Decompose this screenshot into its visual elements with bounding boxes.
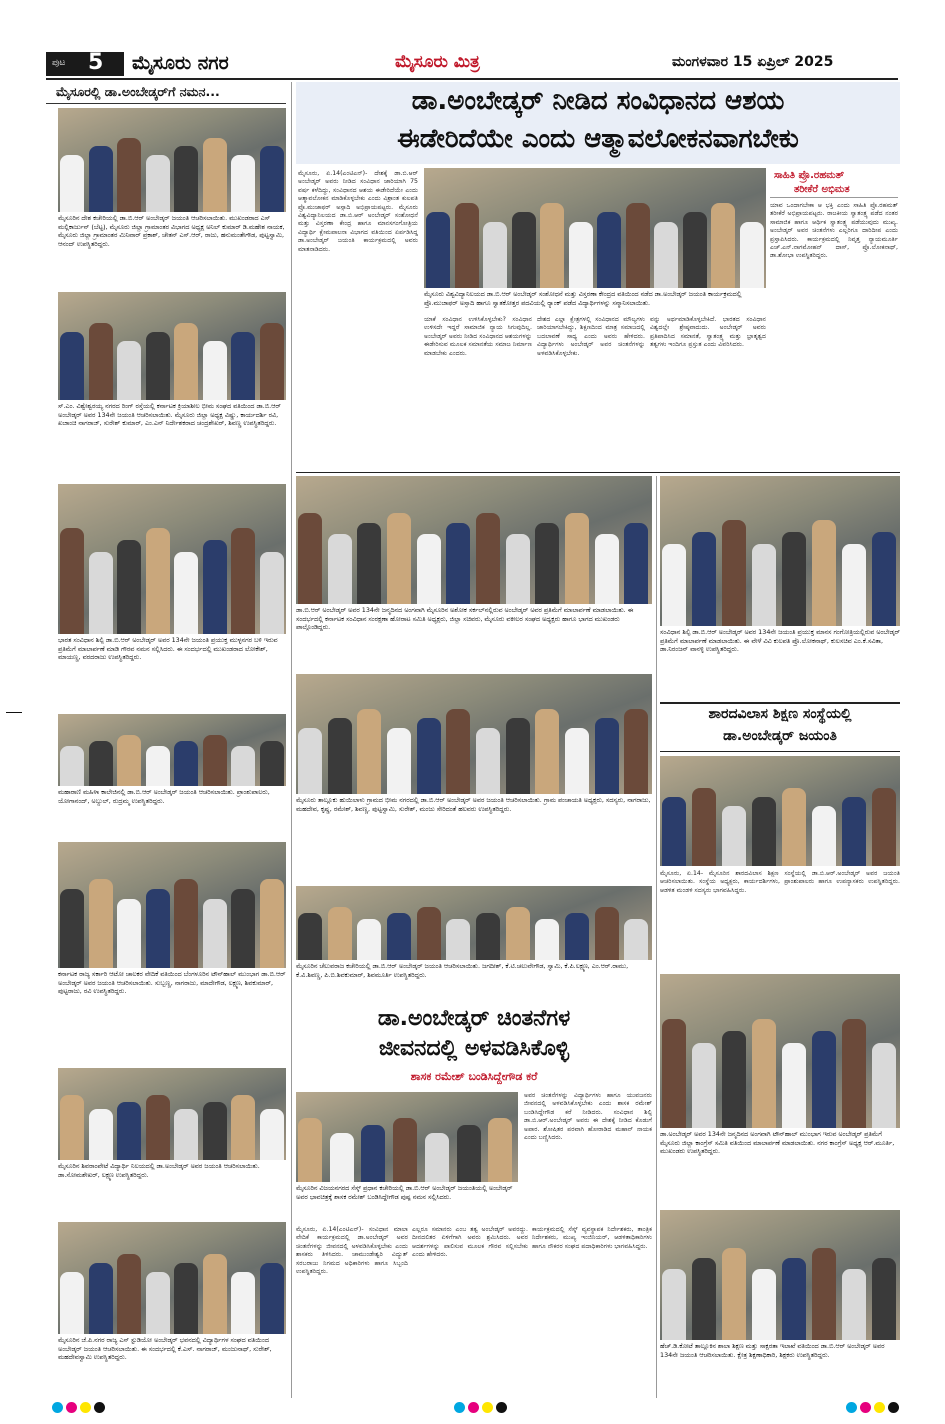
sharada-heading-1: ಶಾರದವಿಲಾಸ ಶಿಕ್ಷಣ ಸಂಸ್ಥೆಯಲ್ಲಿ	[708, 706, 852, 722]
photo-figure	[476, 913, 500, 960]
lead-photo-caption: ಮೈಸೂರು ವಿಶ್ವವಿದ್ಯಾನಿಲಯದ ಡಾ.ಬಿ.ಆರ್ ಅಂಬೇಡ್ಕರ್ ಸಂಶೋಧನೆ ಮತ್ತು ವಿಸ್ತರಣಾ ಕೇಂದ್ರದ ವತಿಯಿಂದ ನಡೆದ ಡಾ.ಅಂಬೇಡ್ಕರ್ ಜಯಂತಿ ಕಾರ್ಯಕ್ರಮದಲ್ಲಿ ಪ್ರೊ.ಮುಜಾಫರ್ ಅಸ್ಸಾದಿ ಹಾಗೂ ಸ್ವಾತಕೋತ್ತರ ಪದವಿಯಲ್ಲಿ ರ‍್ಯಾಂಕ್ ಪಡೆದ ವಿದ್ಯಾರ್ಥಿಗಳನ್ನು ಸನ್ಮಾನಿಸಲಾಯಿತು.	[424, 290, 742, 307]
photo-figure	[174, 323, 198, 400]
caption-left-7: ಮೈಸೂರಿನ ಜೆ.ಪಿ.ನಗರ ರಾಜ್ಯ ಎಸ್ ಸ್ಟುಡಿಯೋ ಅಂಬೇಡ್ಕರ್ ಭವನದಲ್ಲಿ ವಿದ್ಯಾರ್ಥಿಗಳ ಸಂಘದ ವತಿಯಿಂದ ಅಂಬೇಡ್ಕರ್ ಜಯಂತಿ ಆಚರಿಸಲಾಯಿತು. ಈ ಸಂದರ್ಭದಲ್ಲಿ ಕೆ.ಎಸ್. ನಾಗರಾಜ್, ಮಂಜುನಾಥ್, ಸುರೇಶ್, ಮಹದೇವಸ್ವಾಮಿ ಉಪಸ್ಥಿತರಿದ್ದರು.	[58, 1336, 272, 1362]
sidebar-body: ಯಾವ ಒಂದಾಗಬೇಕಾ ಆ ಭಕ್ತಿ ಎಂದು ಸಾಹಿತಿ ಪ್ರೊ.ರಹಮತ್ ತರೀಕೆರೆ ಅಭಿಪ್ರಾಯಪಟ್ಟರು. ರಾಜಕೀಯ ಸ್ವಾತಂತ್ರ್ಯ ಪಡೆದ ನಂತರ ಸಾಮಾಜಿಕ ಹಾಗೂ ಆರ್ಥಿಕ ಸ್ವಾತಂತ್ರ್ಯ ಪಡೆಯುವುದು ಮುಖ್ಯ. ಅಂಬೇಡ್ಕರ್ ಅವರ ಚಿಂತನೆಗಳು ಎಲ್ಲರಿಗೂ ದಾರಿದೀಪ ಎಂದು ಪ್ರಸ್ತಾಪಿಸಿದರು. ಕಾರ್ಯಕ್ರಮದಲ್ಲಿ ನಿವೃತ್ತ ನ್ಯಾಯಮೂರ್ತಿ ಎಚ್.ಎನ್.ನಾಗಮೋಹನ್ ದಾಸ್, ಪ್ರೊ.ಲೋಕನಾಥ್, ಡಾ.ಶೋಭಾ ಉಪಸ್ಥಿತರಿದ್ದರು.	[770, 202, 898, 260]
photo-figure	[624, 709, 648, 794]
photo-figure	[203, 735, 227, 786]
photo-figure	[146, 1095, 170, 1160]
photo-figure	[872, 532, 896, 627]
caption-statue-group: ಡಾ.ಬಿ.ಆರ್ ಅಂಬೇಡ್ಕರ್ ಅವರ 134ನೇ ಜನ್ಮದಿನದ ಅಂಗವಾಗಿ ಮೈಸೂರಿನ ಅಶೋಕ ಸರ್ಕಲ್‌ನಲ್ಲಿರುವ ಅಂಬೇಡ್ಕರ್ ಅವರ ಪ್ರತಿಮೆಗೆ ಮಾಲಾರ್ಪಣೆ ಮಾಡಲಾಯಿತು. ಈ ಸಂದರ್ಭದಲ್ಲಿ ಕರ್ನಾಟಕ ಸಂವಿಧಾನ ಸಂರಕ್ಷಣಾ ಹೋರಾಟ ಸಮಿತಿ ಅಧ್ಯಕ್ಷರು, ಜಿಲ್ಲಾ ಸಚಿವರು, ಮೈಸೂರು ವಕೀಲರ ಸಂಘದ ಅಧ್ಯಕ್ಷರು ಹಾಗೂ ಭಾಗದ ಮುಖಂಡರು ಪಾಲ್ಗೊಂಡಿದ್ದರು.	[296, 606, 634, 632]
photo-left-1	[58, 108, 286, 212]
second-body-2: ಮೈಸೂರು, ಏ.14(ಎಂಟಿಎನ್)- ಸಂವಿಧಾನ ಮಾಲಾ ವೇದಿಕೆ ಕಾರ್ಯಕ್ರಮದಲ್ಲಿ ಡಾ.ಅಂಬೇಡ್ಕರ್ ಅವರ ಚಿಂತನೆಗಳನ್ನು ಜೀವನದಲ್ಲಿ ಅಳವಡಿಸಿಕೊಳ್ಳಬೇಕು ಎಂದು ಶಾಸಕರು ತಿಳಿಸಿದರು. ಚಾಮುಂಡೇಶ್ವರಿ ವಿದ್ಯುತ್ ಸರಬರಾಜು ನಿಗಮದ ಅಧಿಕಾರಿಗಳು ಹಾಗೂ ಸಿಬ್ಬಂದಿ ಉಪಸ್ಥಿತರಿದ್ದರು.	[296, 1226, 408, 1276]
photo-figure	[328, 907, 352, 960]
date-line: ಮಂಗಳವಾರ 15 ಏಪ್ರಿಲ್ 2025	[672, 54, 834, 70]
caption-hd-kote: ಹೆಚ್.ಡಿ.ಕೋಟೆ ತಾಲ್ಲೂಕಿನ ಶಾಲಾ ಶಿಕ್ಷಣ ಮತ್ತು ಸಾಕ್ಷರತಾ ಇಲಾಖೆ ವತಿಯಿಂದ ಡಾ.ಬಿ.ಆರ್ ಅಂಬೇಡ್ಕರ್ ಅವರ 134ನೇ ಜಯಂತಿ ಆಚರಿಸಲಾಯಿತು. ಕ್ಷೇತ್ರ ಶಿಕ್ಷಣಾಧಿಕಾರಿ, ಶಿಕ್ಷಕರು ಉಪಸ್ಥಿತರಿದ್ದರು.	[660, 1342, 885, 1359]
photo-figure	[569, 222, 593, 288]
lead-bottom-rule	[296, 472, 900, 473]
caption-townhall: ಡಾ.ಅಂಬೇಡ್ಕರ್ ಅವರ 134ನೇ ಜನ್ಮದಿನದ ಅಂಗವಾಗಿ ಟೌನ್‌ಹಾಲ್ ಮುಂಭಾಗ ಇರುವ ಅಂಬೇಡ್ಕರ್ ಪ್ರತಿಮೆಗೆ ಮೈಸೂರು ಜಿಲ್ಲಾ ಕಾಂಗ್ರೆಸ್ ಸಮಿತಿ ವತಿಯಿಂದ ಮಾಲಾರ್ಪಣೆ ಮಾಡಲಾಯಿತು. ನಗರ ಕಾಂಗ್ರೆಸ್ ಅಧ್ಯಕ್ಷ ಆರ್.ಮೂರ್ತಿ, ಮುಖಂಡರು ಉಪಸ್ಥಿತರಿದ್ದರು.	[660, 1130, 895, 1156]
photo-figure	[662, 1019, 686, 1128]
photo-figure	[752, 797, 776, 866]
photo-figure	[117, 341, 141, 400]
photo-figure	[393, 1118, 417, 1182]
registration-dot-cyan-2	[454, 1402, 465, 1413]
caption-left-1: ಮೈಸೂರಿನ ದೇಶ ಕಚೇರಿಯಲ್ಲಿ ಡಾ.ಬಿ.ಆರ್ ಅಂಬೇಡ್ಕರ್ ಜಯಂತಿ ಆಚರಿಸಲಾಯಿತು. ಮುಖಂಡರಾದ ಎಸ್ ಮಲ್ಲಿಕಾರ್ಜುನ್ (ಬೆಟ್ಟ), ಮೈಸೂರು ಜಿಲ್ಲಾ ಗ್ರಾಮಾಂತರ ವಿಭಾಗದ ಅಧ್ಯಕ್ಷ ಅನಿಲ್ ಕುಮಾರ್ ಡಿ.ಮಹೇಶ ನಾಯಕ, ಮೈಸೂರು ಜಿಲ್ಲಾ ಗ್ರಾಮಾಂತರ ಮಿನಿವಾರ್ ಪ್ರಕಾಶ್, ಚೇತನ್ ಎಸ್.ಆರ್, ರಾಜು, ಹನುಮಂತೇಗೌಡ, ಪುಟ್ಟಸ್ವಾಮಿ, ಆನಂದ್ ಉಪಸ್ಥಿತರಿದ್ದರು.	[58, 214, 285, 248]
photo-figure	[872, 1043, 896, 1128]
registration-dot-cyan	[52, 1402, 63, 1413]
sidebar-tag-1: ಸಾಹಿತಿ ಪ್ರೊ.ರಹಮತ್	[774, 170, 845, 181]
photo-figure	[842, 1269, 866, 1341]
photo-figure	[203, 341, 227, 400]
registration-dot-yellow-3	[874, 1402, 885, 1413]
photo-figure	[624, 523, 648, 604]
crop-mark-left	[6, 712, 22, 713]
photo-figure	[872, 788, 896, 866]
photo-hd-kote	[660, 1210, 900, 1340]
photo-figure	[782, 788, 806, 866]
lead-body-3: ವನ್ನು ಅರ್ಥಮಾಡಿಕೊಳ್ಳಬೇಕಿದೆ. ಭಾರತದ ಸಂವಿಧಾನ ವಿಶ್ವದಲ್ಲೇ ಶ್ರೇಷ್ಠವಾದುದು. ಅಂಬೇಡ್ಕರ್ ಅವರು ಪ್ರತಿಪಾದಿಸಿದ ಸಮಾನತೆ, ಸ್ವಾತಂತ್ರ್ಯ ಮತ್ತು ಭ್ರಾತೃತ್ವದ ತತ್ವಗಳು ಇಂದಿಗೂ ಪ್ರಸ್ತುತ ಎಂದು ವಿವರಿಸಿದರು.	[650, 316, 766, 349]
photo-figure	[812, 520, 836, 627]
caption-right-statue: ಸಂವಿಧಾನ ಶಿಲ್ಪಿ ಡಾ.ಬಿ.ಆರ್ ಅಂಬೇಡ್ಕರ್ ಅವರ 134ನೇ ಜಯಂತಿ ಪ್ರಯುಕ್ತ ಮಾನಸ ಗಂಗೋತ್ರಿಯಲ್ಲಿರುವ ಅಂಬೇಡ್ಕರ್ ಪ್ರತಿಮೆಗೆ ಮಾಲಾರ್ಪಣೆ ಮಾಡಲಾಯಿತು. ಈ ವೇಳೆ ವಿವಿ ಕುಲಪತಿ ಪ್ರೊ.ಲೋಕನಾಥ್, ಕುಲಸಚಿವ ಎಂ.ಕೆ.ಸವಿತಾ, ಡಾ.ನಿರಂಜನ್ ವಾನಳ್ಳಿ ಉಪಸ್ಥಿತರಿದ್ದರು.	[660, 628, 900, 654]
photo-figure	[692, 532, 716, 627]
caption-left-2: ಸ್.ಎಂ. ವಿಶ್ವೇಶ್ವರಯ್ಯ ನಗರದ ರಿಂಗ್ ರಸ್ತೆಯಲ್ಲಿ ಕರ್ನಾಟಕ ಕ್ರಿಯಾಶೀಲ ಭೀಮ ಸಂಘದ ವತಿಯಿಂದ ಡಾ.ಬಿ.ಆರ್ ಅಂಬೇಡ್ಕರ್ ಅವರ 134ನೇ ಜಯಂತಿ ಆಚರಿಸಲಾಯಿತು. ಮೈಸೂರು ಜಿಲ್ಲಾ ಅಧ್ಯಕ್ಷ ವಿಷ್ಣು, ಕಾರ್ಯದರ್ಶಿ ರವಿ, ಖಜಾಂಚಿ ನಾಗರಾಜ್, ಸುರೇಶ್ ಕುಮಾರ್, ಎಂ.ಎನ್ ನಿರ್ದೇಶಕರಾದ ಚಂದ್ರಶೇಖರ್, ಶಿವಣ್ಣ ಉಪಸ್ಥಿತರಿದ್ದರು.	[58, 402, 281, 428]
photo-figure	[89, 323, 113, 400]
photo-figure	[174, 879, 198, 968]
photo-figure	[298, 728, 322, 794]
photo-figure	[260, 1109, 284, 1160]
photo-figure	[417, 534, 441, 604]
photo-figure	[203, 1102, 227, 1160]
photo-figure	[231, 155, 255, 212]
photo-figure	[595, 718, 619, 794]
photo-figure	[535, 919, 559, 960]
photo-figure	[387, 513, 411, 604]
photo-figure	[488, 1118, 512, 1182]
photo-taluk-group	[296, 674, 652, 794]
column-divider-1	[291, 82, 292, 1398]
photo-figure	[231, 1272, 255, 1334]
photo-figure	[417, 907, 441, 960]
photo-figure	[60, 332, 84, 400]
second-headline-1: ಡಾ.ಅಂಬೇಡ್ಕರ್ ಚಿಂತನೆಗಳ	[377, 1006, 571, 1031]
caption-office-group: ಮೈಸೂರಿನ ಚೆಲುವರಾಜ ಕಚೇರಿಯಲ್ಲಿ ಡಾ.ಬಿ.ಆರ್ ಅಂಬೇಡ್ಕರ್ ಜಯಂತಿ ಆಚರಿಸಲಾಯಿತು. ಜಗದೀಶ್, ಕೆ.ಟಿ.ಚಲುವೇಗೌಡ, ಸ್ವಾಮಿ, ಕೆ.ಪಿ.ಲಕ್ಷ್ಮಣ, ಎಂ.ಆರ್.ರಾಮು, ಕೆ.ವಿ.ಶಿವಣ್ಣ, ಪಿ.ಬಿ.ಶಿವಕುಮಾರ್, ಶಿವಮೂರ್ತಿ ಉಪಸ್ಥಿತರಿದ್ದರು.	[296, 962, 629, 979]
photo-figure	[117, 1102, 141, 1160]
photo-figure	[89, 741, 113, 786]
photo-figure	[512, 212, 536, 288]
photo-figure	[812, 806, 836, 867]
photo-figure	[387, 913, 411, 960]
photo-figure	[842, 544, 866, 627]
lead-headline-1: ಡಾ.ಅಂಬೇಡ್ಕರ್ ನೀಡಿದ ಸಂವಿಧಾನದ ಆಶಯ	[411, 86, 785, 116]
photo-figure	[203, 138, 227, 212]
photo-left-5	[58, 842, 286, 968]
left-heading: ಮೈಸೂರಲ್ಲಿ ಡಾ.ಅಂಬೇಡ್ಕರ್‌ಗೆ ನಮನ...	[56, 84, 220, 99]
photo-figure	[446, 523, 470, 604]
lead-photo	[424, 168, 766, 288]
photo-figure	[60, 155, 84, 212]
sidebar-tag-2: ತರೀಕೆರೆ ಅಭಿಮತ	[794, 184, 850, 195]
photo-figure	[146, 332, 170, 400]
photo-figure	[328, 718, 352, 794]
lead-body-1: ಯಾಕೆ ಸಂವಿಧಾನ ಉಳಿಸಿಕೊಳ್ಳಬೇಕು? ಸಂವಿಧಾನ ಉಳಿಸದೇ ಇದ್ದರೆ ಸಾಮಾಜಿಕ ನ್ಯಾಯ ಸಿಗುವುದಿಲ್ಲ. ಅಂಬೇಡ್ಕರ್ ಅವರು ನೀಡಿದ ಸಂವಿಧಾನದ ಆಶಯಗಳನ್ನು ಈಡೇರಿಸುವ ಮೂಲಕ ಸಮಾನತೆಯ ಸಮಾಜ ನಿರ್ಮಾಣ ಮಾಡಬೇಕು ಎಂದರು.	[424, 316, 532, 357]
photo-figure	[60, 889, 84, 968]
photo-figure	[782, 1043, 806, 1128]
photo-office-group	[296, 886, 652, 960]
photo-figure	[231, 746, 255, 786]
masthead: ಮೈಸೂರು ಮಿತ್ರ	[395, 52, 480, 72]
photo-figure	[872, 1258, 896, 1340]
photo-figure	[842, 797, 866, 866]
photo-figure	[298, 913, 322, 960]
photo-figure	[624, 919, 648, 960]
photo-figure	[174, 741, 198, 786]
second-body: ಅವರ ಚಿಂತನೆಗಳನ್ನು ವಿದ್ಯಾರ್ಥಿಗಳು ಹಾಗೂ ಯುವಜನರು ಜೀವನದಲ್ಲಿ ಅಳವಡಿಸಿಕೊಳ್ಳಬೇಕು ಎಂದು ಶಾಸಕ ರಮೇಶ್ ಬಂಡಿಸಿದ್ದೇಗೌಡ ಕರೆ ನೀಡಿದರು. ಸಂವಿಧಾನ ಶಿಲ್ಪಿ ಡಾ.ಬಿ.ಆರ್.ಅಂಬೇಡ್ಕರ್ ಅವರು ಈ ದೇಶಕ್ಕೆ ನೀಡಿದ ಕೊಡುಗೆ ಅಪಾರ. ಶೋಷಿತರ ಪರವಾಗಿ ಹೋರಾಡಿದ ಮಹಾನ್ ನಾಯಕ ಎಂದು ಬಣ್ಣಿಸಿದರು.	[524, 1092, 652, 1142]
lead-body-2: ದೇಶದ ಎಲ್ಲಾ ಕ್ಷೇತ್ರಗಳಲ್ಲಿ ಸಂವಿಧಾನದ ಮೌಲ್ಯಗಳು ಜಾರಿಯಾಗಬೇಕಿದ್ದು, ಶಿಕ್ಷಣದಿಂದ ಮಾತ್ರ ಸಮಾಜದಲ್ಲಿ ಬದಲಾವಣೆ ಸಾಧ್ಯ ಎಂದು ಅವರು ಹೇಳಿದರು. ವಿದ್ಯಾರ್ಥಿಗಳು ಅಂಬೇಡ್ಕರ್ ಅವರ ಚಿಂತನೆಗಳನ್ನು ಅಳವಡಿಸಿಕೊಳ್ಳಬೇಕು.	[537, 316, 645, 357]
photo-figure	[722, 520, 746, 627]
photo-figure	[298, 1118, 322, 1182]
photo-left-3	[58, 484, 286, 634]
photo-figure	[626, 203, 650, 288]
photo-figure	[535, 523, 559, 604]
photo-figure	[535, 709, 559, 794]
sharada-heading-2: ಡಾ.ಅಂಬೇಡ್ಕರ್ ಜಯಂತಿ	[723, 728, 837, 744]
photo-figure	[260, 323, 284, 400]
registration-dot-magenta-3	[860, 1402, 871, 1413]
photo-figure	[231, 332, 255, 400]
registration-dot-black-2	[496, 1402, 507, 1413]
registration-dot-magenta-2	[468, 1402, 479, 1413]
caption-left-3: ಭಾರತ ಸಂವಿಧಾನ ಶಿಲ್ಪಿ ಡಾ.ಬಿ.ಆರ್ ಅಂಬೇಡ್ಕರ್ ಅವರ 134ನೇ ಜಯಂತಿ ಪ್ರಯುಕ್ತ ಮುಳ್ಳನಗರ ಬಳಿ ಇರುವ ಪ್ರತಿಮೆಗೆ ಮಾಲಾರ್ಪಣೆ ಮಾಡಿ ಗೌರವ ನಮನ ಸಲ್ಲಿಸಿದರು. ಈ ಸಂದರ್ಭದಲ್ಲಿ ಮುಖಂಡರಾದ ಲೋಕೇಶ್, ಮಾಯಣ್ಣ, ವರದರಾಜು ಉಪಸ್ಥಿತರಿದ್ದರು.	[58, 636, 278, 662]
registration-dot-yellow-2	[482, 1402, 493, 1413]
photo-figure	[146, 528, 170, 635]
photo-figure	[60, 1272, 84, 1334]
photo-left-2	[58, 292, 286, 400]
photo-figure	[425, 1133, 449, 1183]
photo-figure	[506, 534, 530, 604]
photo-figure	[203, 1254, 227, 1334]
photo-figure	[260, 552, 284, 635]
photo-cesc-office	[296, 1092, 518, 1182]
photo-figure	[260, 146, 284, 212]
page-label: ಪುಟ	[52, 58, 66, 68]
photo-figure	[117, 1254, 141, 1334]
photo-figure	[446, 709, 470, 794]
photo-figure	[426, 212, 450, 288]
photo-figure	[60, 528, 84, 635]
photo-figure	[146, 889, 170, 968]
photo-figure	[446, 919, 470, 960]
photo-figure	[328, 534, 352, 604]
photo-figure	[842, 1019, 866, 1128]
photo-figure	[60, 746, 84, 786]
photo-figure	[752, 1019, 776, 1128]
photo-figure	[357, 523, 381, 604]
photo-right-statue	[660, 476, 900, 626]
photo-figure	[330, 1133, 354, 1183]
registration-dot-cyan-3	[846, 1402, 857, 1413]
photo-figure	[483, 222, 507, 288]
caption-left-5: ಕರ್ನಾಟಕ ರಾಜ್ಯ ಸರ್ಕಾರಿ ಆಟೋ ಚಾಲಕರ ವೇದಿಕೆ ವತಿಯಿಂದ ಬೆಂಗಳೂರಿನ ಟೌನ್‌ಹಾಲ್ ಮುಂಭಾಗ ಡಾ.ಬಿ.ಆರ್ ಅಂಬೇಡ್ಕರ್ ಅವರ ಜಯಂತಿ ಆಚರಿಸಲಾಯಿತು. ಸುಬ್ಬಣ್ಣ, ನಾಗರಾಜು, ಮಾದೇಗೌಡ, ಲಕ್ಷ್ಮಣ, ಶಿವಕುಮಾರ್, ಪುಟ್ಟರಾಜು, ರವಿ ಉಪಸ್ಥಿತರಿದ್ದರು.	[58, 970, 286, 996]
photo-figure	[387, 728, 411, 794]
photo-figure	[174, 1109, 198, 1160]
photo-figure	[231, 889, 255, 968]
photo-figure	[476, 728, 500, 794]
photo-figure	[692, 1258, 716, 1340]
registration-dot-black	[94, 1402, 105, 1413]
photo-figure	[89, 879, 113, 968]
photo-figure	[361, 1125, 385, 1182]
photo-figure	[506, 907, 530, 960]
photo-figure	[692, 1043, 716, 1128]
photo-sharada	[660, 756, 900, 866]
photo-left-4	[58, 714, 286, 786]
photo-figure	[662, 1269, 686, 1341]
lead-headline-2: ಈಡೇರಿದೆಯೇ ಎಂದು ಆತ್ಮಾವಲೋಕನವಾಗಬೇಕು	[397, 124, 799, 154]
second-body-3: ಎಲ್ಲರೂ ಸಮಾನರು ಎಂಬ ತತ್ವ ಅಂಬೇಡ್ಕರ್ ಅವರದ್ದು. ದೀನದಲಿತರ ಏಳಿಗೆಗಾಗಿ ಅವರು ಶ್ರಮಿಸಿದರು. ಅವರ ಆದರ್ಶಗಳನ್ನು ಪಾಲಿಸುವ ಮೂಲಕ ಗೌರವ ಸಲ್ಲಿಸಬೇಕು ಎಂದು ಹೇಳಿದರು.	[412, 1226, 528, 1259]
photo-figure	[146, 155, 170, 212]
second-headline-2: ಜೀವನದಲ್ಲಿ ಅಳವಡಿಸಿಕೊಳ್ಳಿ	[378, 1036, 570, 1061]
photo-figure	[711, 203, 735, 288]
page-number: 5	[88, 50, 104, 75]
photo-figure	[231, 528, 255, 635]
photo-figure	[597, 212, 621, 288]
photo-figure	[60, 1095, 84, 1160]
sharada-body: ಮೈಸೂರು, ಏ.14- ಮೈಸೂರಿನ ಶಾರದವಿಲಾಸ ಶಿಕ್ಷಣ ಸಂಸ್ಥೆಯಲ್ಲಿ ಡಾ.ಬಿ.ಆರ್.ಅಂಬೇಡ್ಕರ್ ಅವರ ಜಯಂತಿ ಆಚರಿಸಲಾಯಿತು. ಸಂಸ್ಥೆಯ ಅಧ್ಯಕ್ಷರು, ಕಾರ್ಯದರ್ಶಿಗಳು, ಪ್ರಾಂಶುಪಾಲರು ಹಾಗೂ ಉಪನ್ಯಾಸಕರು ಉಪಸ್ಥಿತರಿದ್ದರು. ಆಡಳಿತ ಮಂಡಳಿ ಸದಸ್ಯರು ಭಾಗವಹಿಸಿದ್ದರು.	[660, 870, 900, 894]
photo-figure	[203, 899, 227, 968]
photo-figure	[595, 907, 619, 960]
photo-figure	[752, 544, 776, 627]
photo-figure	[357, 709, 381, 794]
photo-figure	[89, 1263, 113, 1334]
photo-townhall	[660, 974, 900, 1128]
lead-dateline: ಮೈಸೂರು, ಏ.14(ಎಂಟಿಎನ್)- ದೇಶಕ್ಕೆ ಡಾ.ಬಿ.ಆರ್ ಅಂಬೇಡ್ಕರ್ ಅವರು ನೀಡಿದ ಸಂವಿಧಾನ ಜಾರಿಯಾಗಿ 75 ವರ್ಷ ಕಳೆದಿದ್ದು, ಸಂವಿಧಾನದ ಆಶಯ ಈಡೇರಿದೆಯೇ ಎಂದು ಆತ್ಮಾವಲೋಕನ ಮಾಡಿಕೊಳ್ಳಬೇಕು ಎಂದು ವಿಶ್ರಾಂತ ಕುಲಪತಿ ಪ್ರೊ.ಮುಜಾಫರ್ ಅಸ್ಸಾದಿ ಅಭಿಪ್ರಾಯಪಟ್ಟರು. ಮೈಸೂರು ವಿಶ್ವವಿದ್ಯಾನಿಲಯದ ಡಾ.ಬಿ.ಆರ್ ಅಂಬೇಡ್ಕರ್ ಸಂಶೋಧನೆ ಮತ್ತು ವಿಸ್ತರಣಾ ಕೇಂದ್ರ ಹಾಗೂ ಮಾನಸಗಂಗೋತ್ರಿಯ ವಿದ್ಯಾರ್ಥಿ ಕ್ಷೇಮಪಾಲನಾ ವಿಭಾಗದ ವತಿಯಿಂದ ಏರ್ಪಡಿಸಿದ್ದ ಡಾ.ಅಂಬೇಡ್ಕರ್ ಜಯಂತಿ ಕಾರ್ಯಕ್ರಮದಲ್ಲಿ ಅವರು ಮಾತನಾಡಿದರು.	[298, 170, 418, 253]
photo-figure	[357, 919, 381, 960]
photo-figure	[117, 138, 141, 212]
photo-figure	[722, 806, 746, 867]
registration-dot-magenta	[66, 1402, 77, 1413]
photo-figure	[203, 540, 227, 635]
photo-figure	[565, 728, 589, 794]
photo-figure	[740, 222, 764, 288]
photo-figure	[595, 534, 619, 604]
photo-figure	[174, 552, 198, 635]
photo-figure	[565, 513, 589, 604]
section-title: ಮೈಸೂರು ನಗರ	[132, 52, 229, 74]
caption-left-4: ಮಹಾರಾಣಿ ಮಹಿಳಾ ಕಾಲೇಜಿನಲ್ಲಿ ಡಾ.ಬಿ.ಆರ್ ಅಂಬೇಡ್ಕರ್ ಜಯಂತಿ ಆಚರಿಸಲಾಯಿತು. ಪ್ರಾಂಶುಪಾಲರು, ಯೋಗಾನಂದ್, ಅಬ್ದುಲ್, ರುದ್ರಮ್ಮ ಉಪಸ್ಥಿತರಿದ್ದರು.	[58, 788, 270, 805]
photo-figure	[174, 1263, 198, 1334]
photo-statue-group	[296, 476, 652, 604]
photo-figure	[782, 532, 806, 627]
registration-dot-black-3	[888, 1402, 899, 1413]
photo-figure	[812, 1031, 836, 1128]
photo-figure	[476, 513, 500, 604]
photo-left-7	[58, 1222, 286, 1334]
photo-figure	[298, 513, 322, 604]
photo-figure	[662, 797, 686, 866]
caption-cesc-office: ಮೈಸೂರಿನ ವಿಜಯನಗರದ ಸೆಸ್ಕ್ ಪ್ರಧಾನ ಕಚೇರಿಯಲ್ಲಿ ಡಾ.ಬಿ.ಆರ್ ಅಂಬೇಡ್ಕರ್ ಜಯಂತಿಯಲ್ಲಿ ಅಂಬೇಡ್ಕರ್ ಅವರ ಭಾವಚಿತ್ರಕ್ಕೆ ಶಾಸಕ ರಮೇಶ್ ಬಂಡಿಸಿದ್ದೇಗೌಡ ಪುಷ್ಪ ನಮನ ಸಲ್ಲಿಸಿದರು.	[296, 1184, 513, 1201]
photo-figure	[89, 146, 113, 212]
photo-figure	[722, 1031, 746, 1128]
second-body-4: ಕಾರ್ಯಕ್ರಮದಲ್ಲಿ ಸೆಸ್ಕ್ ವ್ಯವಸ್ಥಾಪಕ ನಿರ್ದೇಶಕರು, ತಾಂತ್ರಿಕ ನಿರ್ದೇಶಕರು, ಮುಖ್ಯ ಇಂಜಿನಿಯರ್, ಆಡಳಿತಾಧಿಕಾರಿಗಳು ಹಾಗೂ ನೌಕರರ ಸಂಘದ ಪದಾಧಿಕಾರಿಗಳು ಭಾಗವಹಿಸಿದ್ದರು.	[532, 1226, 652, 1250]
photo-figure	[812, 1248, 836, 1340]
photo-figure	[174, 146, 198, 212]
photo-figure	[417, 718, 441, 794]
photo-figure	[683, 212, 707, 288]
column-divider-2	[656, 476, 657, 1398]
caption-left-6: ಮೈಸೂರಿನ ಶಿವರಾಂಪೇಟೆ ವಿದ್ಯಾರ್ಥಿ ನಿಲಯದಲ್ಲಿ ಡಾ.ಅಂಬೇಡ್ಕರ್ ಅವರ ಜಯಂತಿ ಆಚರಿಸಲಾಯಿತು. ಡಾ.ಸೋಮಶೇಖರ್, ಲಕ್ಷ್ಮಣ ಉಪಸ್ಥಿತರಿದ್ದರು.	[58, 1162, 260, 1179]
photo-figure	[457, 1125, 481, 1182]
photo-figure	[752, 1269, 776, 1341]
photo-figure	[782, 1258, 806, 1340]
photo-figure	[540, 203, 564, 288]
photo-figure	[260, 879, 284, 968]
caption-taluk-group: ಮೈಸೂರು ತಾಲ್ಲೂಕು ಹುಯಿಲಾಳು ಗ್ರಾಮದ ಭೀಮ ನಗರದಲ್ಲಿ ಡಾ.ಬಿ.ಆರ್ ಅಂಬೇಡ್ಕರ್ ಅವರ ಜಯಂತಿ ಆಚರಿಸಲಾಯಿತು. ಗ್ರಾಮ ಪಂಚಾಯತಿ ಅಧ್ಯಕ್ಷರು, ಸದಸ್ಯರು, ನಾಗರಾಜು, ಮಹದೇವ, ಕೃಷ್ಣ, ರಮೇಶ್, ಶಿವಣ್ಣ, ಪುಟ್ಟಸ್ವಾಮಿ, ಸುರೇಶ್, ಮಂಜು ಸೇರಿದಂತೆ ಹಲವರು ಉಪಸ್ಥಿತರಿದ್ದರು.	[296, 796, 651, 813]
photo-left-6	[58, 1068, 286, 1160]
photo-figure	[117, 735, 141, 786]
photo-figure	[662, 544, 686, 627]
photo-figure	[117, 540, 141, 635]
photo-figure	[654, 222, 678, 288]
registration-dot-yellow	[80, 1402, 91, 1413]
header-rule	[46, 78, 898, 80]
photo-figure	[506, 718, 530, 794]
photo-figure	[260, 1263, 284, 1334]
photo-figure	[146, 1272, 170, 1334]
second-subhead: ಶಾಸಕ ರಮೇಶ್ ಬಂಡಿಸಿದ್ದೇಗೌಡ ಕರೆ	[410, 1070, 538, 1083]
photo-figure	[455, 203, 479, 288]
photo-figure	[89, 552, 113, 635]
photo-figure	[260, 741, 284, 786]
photo-figure	[231, 1095, 255, 1160]
photo-figure	[565, 913, 589, 960]
photo-figure	[146, 746, 170, 786]
photo-figure	[89, 1109, 113, 1160]
photo-figure	[722, 1248, 746, 1340]
photo-figure	[692, 788, 716, 866]
photo-figure	[117, 899, 141, 968]
